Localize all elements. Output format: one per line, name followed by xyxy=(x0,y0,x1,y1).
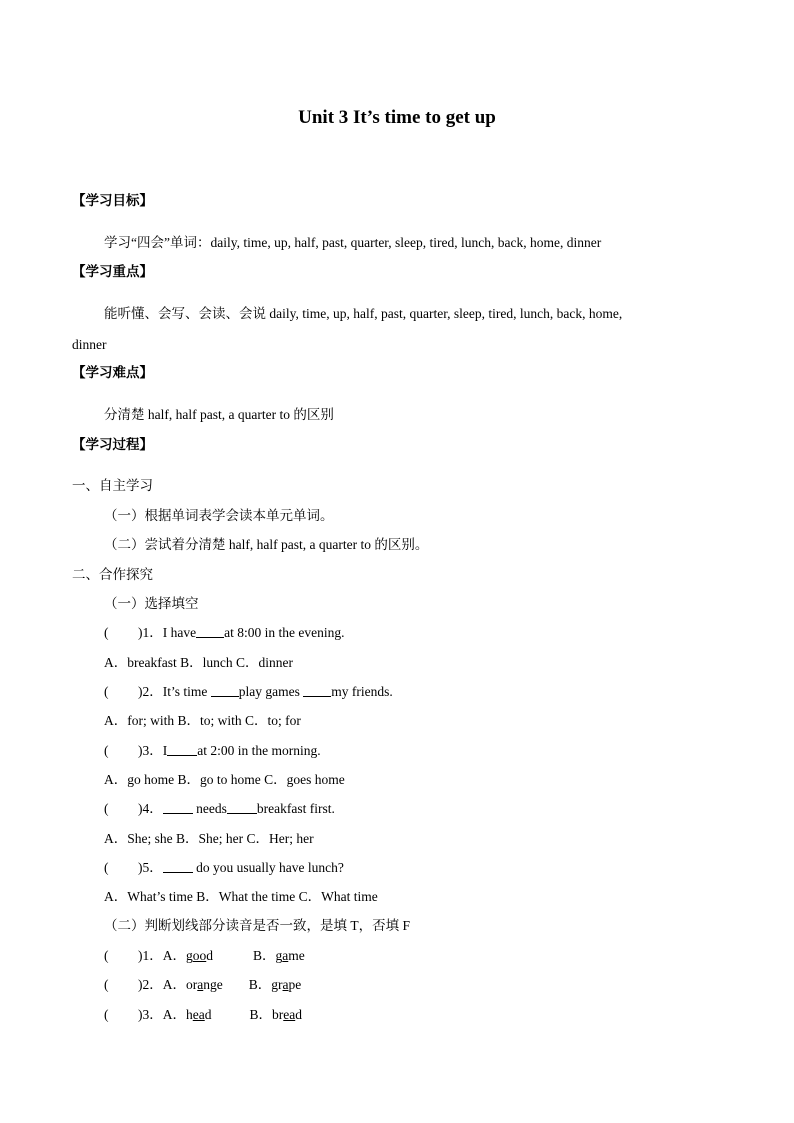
word-part: d xyxy=(206,948,213,963)
question-text-mid: play games xyxy=(238,684,300,699)
option-a-label: A． xyxy=(162,977,186,992)
part1-item-2: （二）尝试着分清楚 half, half past, a quarter to 的区别。 xyxy=(104,537,429,552)
answer-blank[interactable] xyxy=(163,859,193,873)
answer-blank[interactable] xyxy=(163,800,193,814)
paren-open: ( xyxy=(104,625,109,640)
question-number: )2． xyxy=(138,684,163,699)
word-part: me xyxy=(288,948,305,963)
paren-open: ( xyxy=(104,1007,109,1022)
answer-blank[interactable] xyxy=(167,742,197,756)
question-2-options: A．for; with B．to; with C．to; for xyxy=(104,713,301,728)
page-title: Unit 3 It’s time to get up xyxy=(298,107,496,128)
answer-blank[interactable] xyxy=(227,800,257,814)
goals-text: 学习“四会”单词：daily, time, up, half, past, quarter, sleep, tired, lunch, back, home, dinner xyxy=(104,235,602,250)
word-part: g xyxy=(275,948,283,963)
word-part: pe xyxy=(288,977,302,992)
option-b-label: B． xyxy=(253,948,276,963)
question-text-mid2: breakfast first. xyxy=(256,801,335,816)
option-b-label: B． xyxy=(248,977,272,992)
answer-blank[interactable] xyxy=(211,683,239,697)
question-5-options: A．What’s time B．What the time C．What time xyxy=(104,889,378,904)
pron-item-2 xyxy=(104,976,301,994)
question-3 xyxy=(104,742,321,760)
keypoints-heading: 【学习重点】 xyxy=(72,264,153,280)
word-part: nge xyxy=(203,977,223,992)
question-4-options: A．She; she B．She; her C．Her; her xyxy=(104,831,314,846)
underlined-letters: a xyxy=(197,977,204,992)
question-number: )1． xyxy=(138,625,163,640)
pron-number: )1． xyxy=(138,948,163,963)
goals-heading: 【学习目标】 xyxy=(72,193,153,209)
underlined-letters: a xyxy=(282,977,289,992)
difficulties-text: 分清楚 half, half past, a quarter to 的区别 xyxy=(104,407,334,422)
part2-title: 二、合作探究 xyxy=(72,567,153,582)
pron-item-3 xyxy=(104,1006,302,1024)
paren-open: ( xyxy=(104,977,109,992)
word-part: g xyxy=(186,948,193,963)
question-1 xyxy=(104,624,344,642)
word-part: gr xyxy=(271,977,283,992)
paren-open: ( xyxy=(104,860,109,875)
option-a-label: A． xyxy=(162,1007,186,1022)
underlined-letters: oo xyxy=(192,948,207,963)
underlined-letters: a xyxy=(282,948,289,963)
option-b-label: B． xyxy=(249,1007,272,1022)
question-text-pre: I have xyxy=(162,625,197,640)
question-text-mid: at 2:00 in the morning. xyxy=(197,743,321,758)
underlined-letters: ea xyxy=(192,1007,205,1022)
question-3-options: A．go home B．go to home C．goes home xyxy=(104,772,345,787)
question-5 xyxy=(104,859,344,877)
question-2 xyxy=(104,683,393,701)
pron-item-1 xyxy=(104,947,305,965)
question-1-options: A．breakfast B．lunch C．dinner xyxy=(104,655,293,670)
question-text-mid: do you usually have lunch? xyxy=(196,860,344,875)
option-a-label: A． xyxy=(162,948,186,963)
word-part: or xyxy=(186,977,198,992)
word-part: d xyxy=(204,1007,212,1022)
part1-title: 一、自主学习 xyxy=(72,478,153,493)
paren-open: ( xyxy=(104,743,109,758)
pron-number: )2． xyxy=(138,977,163,992)
question-number: )4． xyxy=(138,801,163,816)
answer-blank[interactable] xyxy=(196,624,224,638)
question-text-pre: It’s time xyxy=(162,684,208,699)
question-text-pre: I xyxy=(162,743,168,758)
question-4 xyxy=(104,800,335,818)
part2-sub1: （一）选择填空 xyxy=(104,596,199,611)
paren-open: ( xyxy=(104,684,109,699)
process-heading: 【学习过程】 xyxy=(72,437,153,453)
part2-sub2: （二）判断划线部分读音是否一致，是填 T，否填 F xyxy=(104,918,411,933)
word-part: h xyxy=(186,1007,193,1022)
paren-open: ( xyxy=(104,948,109,963)
question-number: )3． xyxy=(138,743,163,758)
word-part: br xyxy=(272,1007,284,1022)
keypoints-text-line1: 能听懂、会写、会读、会说 daily, time, up, half, past, quarter, sleep, tired, lunch, back, home, xyxy=(104,306,623,321)
underlined-letters: ea xyxy=(283,1007,296,1022)
question-text-mid2: my friends. xyxy=(331,684,393,699)
question-text-mid: needs xyxy=(196,801,227,816)
difficulties-heading: 【学习难点】 xyxy=(72,365,153,381)
keypoints-text-line2: dinner xyxy=(72,337,107,352)
question-text-mid: at 8:00 in the evening. xyxy=(224,625,345,640)
word-part: d xyxy=(295,1007,302,1022)
pron-number: )3． xyxy=(138,1007,163,1022)
paren-open: ( xyxy=(104,801,109,816)
part1-item-1: （一）根据单词表学会读本单元单词。 xyxy=(104,508,334,523)
answer-blank[interactable] xyxy=(303,683,331,697)
question-number: )5． xyxy=(138,860,163,875)
